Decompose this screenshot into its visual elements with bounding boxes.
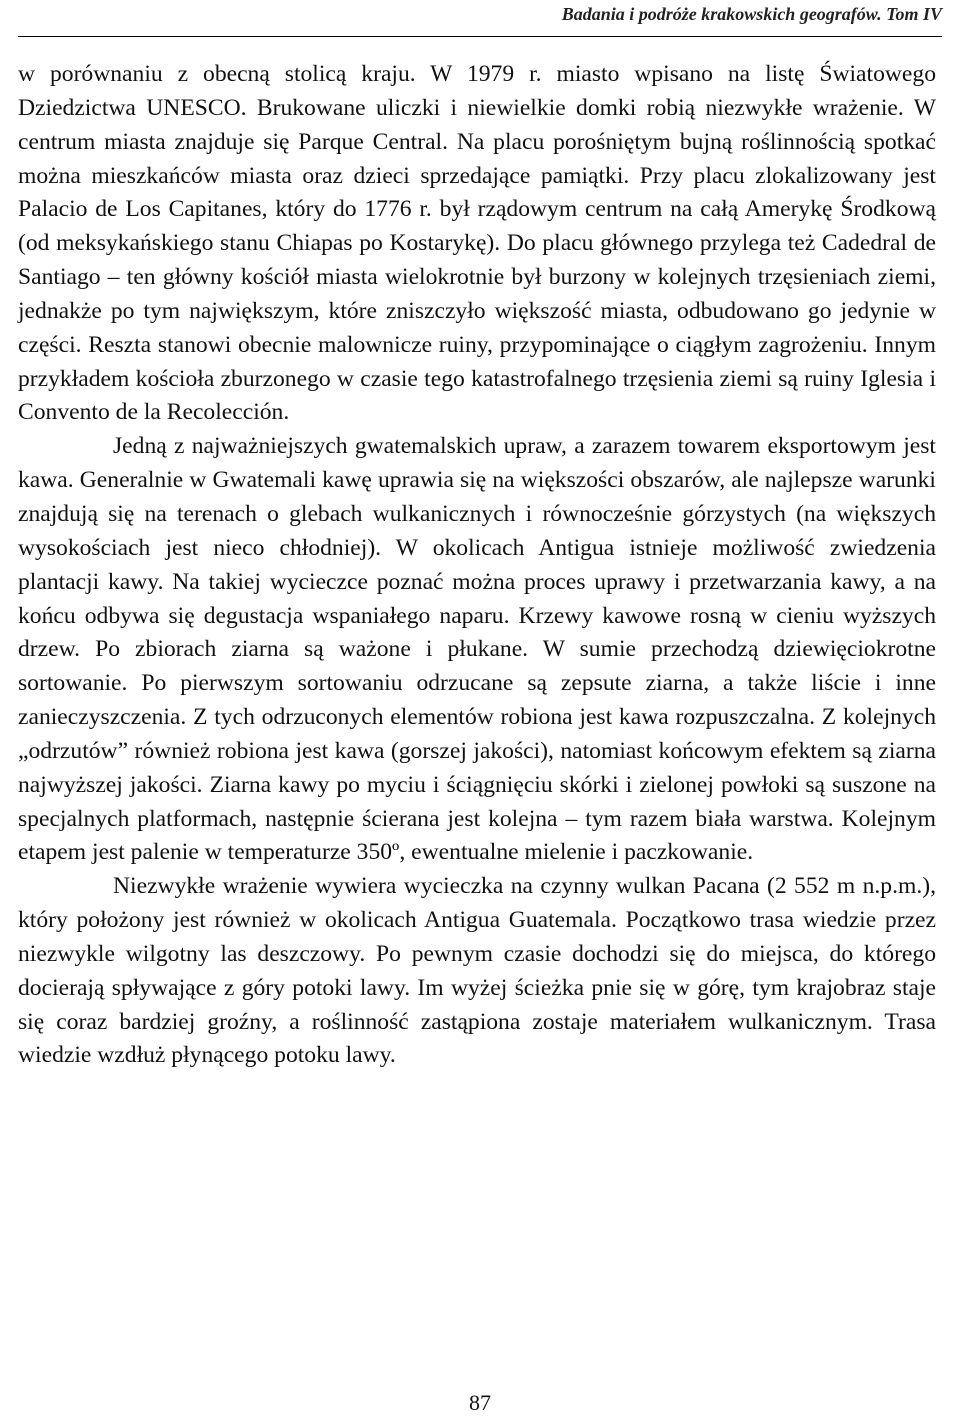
running-title: Badania i podróże krakowskich geografów. Tom IV: [561, 4, 942, 24]
paragraph-coffee: Jedną z najważniejszych gwatemalskich upraw, a zarazem towarem eksportowym jest kawa. Generalnie w Gwatemali kawę uprawia się na większości obszarów, ale najlepsze warunki znajdują się na terenach o glebach wulkanicznych i równocześnie górzystych (na większych wysokościach jest nieco chłodniej). W okolicach Antigua istnieje możliwość zwiedzenia plantacji kawy. Na takiej wycieczce poznać można proces uprawy i przetwarzania kawy, a na końcu odbywa się degustacja wspaniałego naparu. Krzewy kawowe rosną w cieniu wyższych drzew. Po zbiorach ziarna są ważone i płukane. W sumie przechodzą dziewięciokrotne sortowanie. Po pierwszym sortowaniu odrzucane są zepsute ziarna, a także liście i inne zanieczyszczenia. Z tych odrzuconych elementów robiona jest kawa rozpuszczalna. Z kolejnych „odrzutów” również robiona jest kawa (gorszej jakości), natomiast końcowym efektem są ziarna najwyższej jakości. Ziarna kawy po myciu i ściągnięciu skórki i zielonej powłoki są suszone na specjalnych platformach, następnie ścierana jest kolejna – tym razem biała warstwa. Kolejnym etapem jest palenie w temperaturze 350º, ewentualne mielenie i paczkowanie.: [18, 433, 936, 866]
article-body: [18, 58, 936, 1073]
page-number: 87: [469, 1390, 491, 1415]
running-header: [18, 0, 942, 37]
paragraph-volcano-pacana: Niezwykłe wrażenie wywiera wycieczka na czynny wulkan Pacana (2 552 m n.p.m.), który położony jest również w okolicach Antigua Guatemala. Początkowo trasa wiedzie przez niezwykle wilgotny las deszczowy. Po pewnym czasie dochodzi się do miejsca, do którego docierają spływające z góry potoki lawy. Im wyżej ścieżka pnie się w górę, tym krajobraz staje się coraz bardziej groźny, a roślinność zastąpiona zostaje materiałem wulkanicznym. Trasa wiedzie wzdłuż płynącego potoku lawy.: [18, 873, 936, 1069]
paragraph-unesco-parque-central: w porównaniu z obecną stolicą kraju. W 1979 r. miasto wpisano na listę Światowego Dziedzictwa UNESCO. Brukowane uliczki i niewielkie domki robią niezwykłe wrażenie. W centrum miasta znajduje się Parque Central. Na placu porośniętym bujną roślinnością spotkać można mieszkańców miasta oraz dzieci sprzedające pamiątki. Przy placu zlokalizowany jest Palacio de Los Capitanes, który do 1776 r. był rządowym centrum na całą Amerykę Środkową (od meksykańskiego stanu Chiapas po Kostarykę). Do placu głównego przylega też Cadedral de Santiago – ten główny kościół miasta wielokrotnie był burzony w kolejnych trzęsieniach ziemi, jednakże po tym największym, które zniszczyło większość miasta, odbudowano go jedynie w części. Reszta stanowi obecnie malownicze ruiny, przypominające o ciągłym zagrożeniu. Innym przykładem kościoła zburzonego w czasie tego katastrofalnego trzęsienia ziemi są ruiny Iglesia i Convento de la Recolección.: [18, 61, 936, 426]
